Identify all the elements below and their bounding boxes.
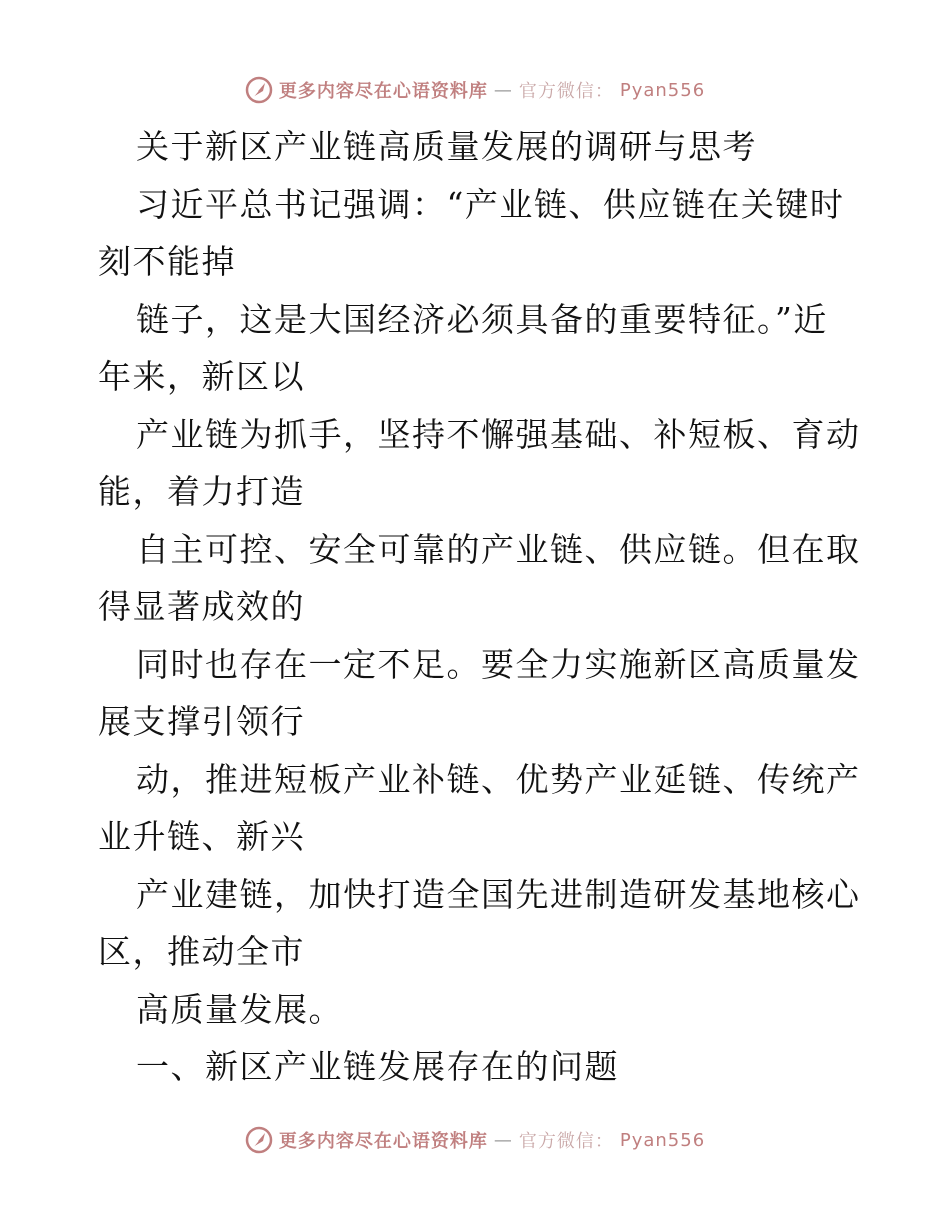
watermark-separator: — (493, 79, 513, 101)
text-line: 链子，这是大国经济必须具备的重要特征。”近 (136, 299, 828, 339)
text-line: 展支撑引领行 (98, 702, 305, 741)
text-line: 高质量发展。 (136, 989, 343, 1029)
text-line: 一、新区产业链发展存在的问题 (136, 1047, 619, 1086)
feather-pen-logo-icon (245, 1126, 273, 1154)
text-line: 刻不能掉 (98, 242, 236, 281)
footer-watermark (0, 1120, 950, 1160)
text-line: 同时也存在一定不足。要全力实施新区高质量发 (136, 644, 861, 684)
watermark-handle: Pyan556 (619, 1129, 706, 1151)
text-line: 产业建链，加快打造全国先进制造研发基地核心 (136, 874, 861, 914)
text-line: 动，推进短板产业补链、优势产业延链、传统产 (136, 759, 861, 799)
text-line: 关于新区产业链高质量发展的调研与思考 (136, 127, 757, 166)
watermark-separator: — (493, 1129, 513, 1151)
feather-pen-logo-icon (245, 76, 273, 104)
text-line: 能，着力打造 (98, 472, 305, 511)
text-line: 产业链为抓手，坚持不懈强基础、补短板、育动 (136, 414, 861, 454)
text-line: 业升链、新兴 (98, 817, 305, 856)
watermark-main-text: 更多内容尽在心语资料库 (278, 1131, 488, 1152)
text-line: 年来，新区以 (98, 357, 305, 396)
header-watermark (0, 70, 950, 110)
text-line: 自主可控、安全可靠的产业链、供应链。但在取 (136, 529, 861, 569)
watermark-label: 官方微信： (518, 81, 614, 102)
text-line: 得显著成效的 (98, 587, 305, 626)
text-line: 区，推动全市 (98, 932, 305, 971)
text-line: 习近平总书记强调：“产业链、供应链在关键时 (136, 184, 845, 224)
watermark-handle: Pyan556 (619, 79, 706, 101)
watermark-main-text: 更多内容尽在心语资料库 (278, 81, 488, 102)
watermark-label: 官方微信： (518, 1131, 614, 1152)
document-body (98, 118, 861, 1096)
